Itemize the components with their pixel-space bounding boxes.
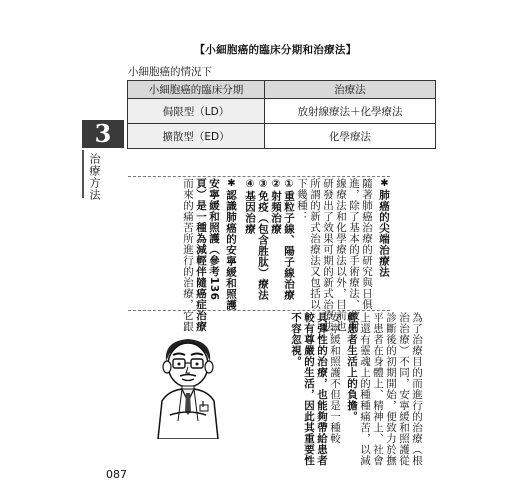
body-line: 線療法和化學療法以外，目前也 [335, 178, 347, 332]
body-line: 具彈性的治療，也能夠帶給患者 [316, 312, 328, 466]
chapter-label: 治療方法 [88, 153, 101, 201]
table-caption: 小細胞癌的情況下 [128, 66, 212, 78]
page-number: 087 [106, 468, 127, 481]
body-line: 而來的痛苦所進行的治療，它跟 [182, 178, 194, 332]
body-line: 所謂的新式治療法又包括以 [309, 178, 321, 310]
divider [128, 176, 390, 177]
list-item: ②射頻治療 [270, 178, 282, 235]
star-icon: ✱ [226, 178, 237, 190]
sidebar-divider [82, 150, 84, 198]
section-heading: ✱認識肺癌的安寧緩和照護 [225, 178, 237, 311]
doctor-illustration [144, 331, 232, 439]
body-line: 安寧緩和照護不但是一種較 [329, 312, 341, 444]
body-line: 治治療）不同，安寧緩和照護從 [398, 312, 410, 466]
body-line: 隨著肺癌治療的研究與日俱 [361, 178, 373, 310]
body-line: 頁）是一種為減輕伴隨癌症治療 [195, 178, 207, 332]
body-line: 診斷後的初期開始，便致力於撫 [385, 312, 397, 466]
staging-table [127, 80, 436, 149]
section-heading: ✱肺癌的尖端治療法 [378, 178, 390, 278]
section-header: 【小細胞癌的臨床分期和治療法】 [194, 44, 357, 56]
table-row [128, 124, 436, 149]
star-icon: ✱ [379, 178, 390, 190]
body-line: 為了治療目的而進行的治療（根 [411, 312, 423, 466]
table-cell: 化學療法 [265, 124, 436, 149]
table-header-treatment: 治療法 [265, 81, 436, 99]
table-header-stage: 小細胞癌的臨床分期 [128, 81, 265, 99]
table-row [128, 99, 436, 124]
table-cell: 放射線療法＋化學療法 [265, 99, 436, 124]
body-line: 輕患者生活上的負擔。 [346, 312, 358, 422]
body-line: 平患者在身體上、精神上、社會 [372, 312, 384, 466]
body-line: 進，除了基本的手術療法、放射 [348, 178, 360, 332]
body-line: 上還有靈魂上的種種痛苦，以減 [359, 312, 371, 466]
list-item: ④基因治療 [244, 178, 256, 235]
list-item: ③免疫（包含胜肽）療法 [257, 178, 269, 301]
right-text-block [246, 312, 423, 466]
body-line: 安寧緩和照護（參考136 [208, 178, 220, 301]
table-cell: 侷限型（LD） [128, 99, 265, 124]
chapter-number-badge: 3 [82, 120, 124, 148]
body-line: 下幾種： [296, 178, 308, 222]
table-cell: 擴散型（ED） [128, 124, 265, 149]
body-line: 較有尊嚴的生活，因此其重要性 [303, 312, 315, 466]
body-line: 研發出了效果可期的新式治療法。 [322, 178, 334, 343]
list-item: ①重粒子線、陽子線治療 [283, 178, 295, 301]
body-line: 不容忽視。 [290, 312, 302, 367]
